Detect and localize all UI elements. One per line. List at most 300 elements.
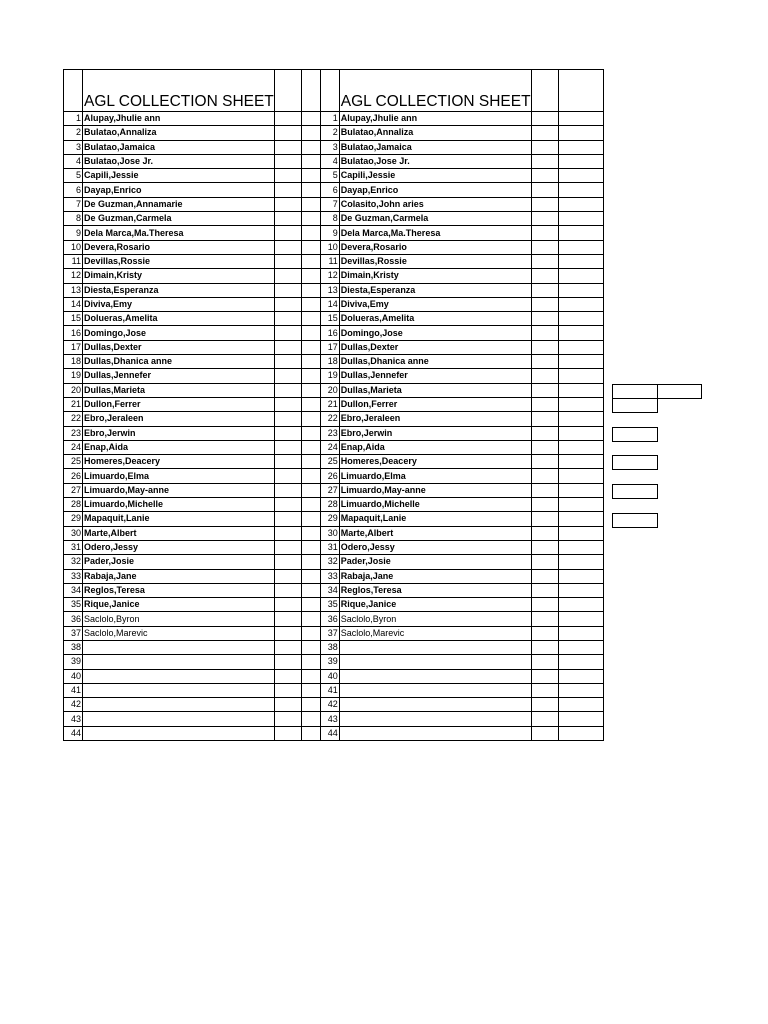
gap-cell[interactable] bbox=[301, 269, 320, 283]
header-num-cell-left[interactable] bbox=[64, 70, 83, 112]
row-number-right[interactable]: 19 bbox=[320, 369, 339, 383]
row-number-right[interactable]: 3 bbox=[320, 140, 339, 154]
member-name-left[interactable]: Dimain,Kristy bbox=[83, 269, 275, 283]
header-blank-cell-right-2[interactable] bbox=[558, 70, 603, 112]
row-number-left[interactable]: 37 bbox=[64, 626, 83, 640]
amount-cell-left[interactable] bbox=[274, 612, 301, 626]
amount-cell-right[interactable] bbox=[531, 397, 558, 411]
amount-cell-right[interactable] bbox=[531, 555, 558, 569]
extra-cell-right[interactable] bbox=[558, 183, 603, 197]
header-blank-cell-left[interactable] bbox=[274, 70, 301, 112]
member-name-right[interactable] bbox=[339, 655, 531, 669]
amount-cell-right[interactable] bbox=[531, 512, 558, 526]
extra-cell-right[interactable] bbox=[558, 312, 603, 326]
row-number-left[interactable]: 34 bbox=[64, 583, 83, 597]
gap-cell[interactable] bbox=[301, 226, 320, 240]
member-name-left[interactable]: Saclolo,Byron bbox=[83, 612, 275, 626]
extra-cell-right[interactable] bbox=[558, 426, 603, 440]
member-name-left[interactable] bbox=[83, 726, 275, 740]
amount-cell-left[interactable] bbox=[274, 712, 301, 726]
amount-cell-left[interactable] bbox=[274, 126, 301, 140]
header-gap-cell[interactable] bbox=[301, 70, 320, 112]
row-number-left[interactable]: 12 bbox=[64, 269, 83, 283]
member-name-right[interactable]: Dullon,Ferrer bbox=[339, 397, 531, 411]
member-name-left[interactable]: Rabaja,Jane bbox=[83, 569, 275, 583]
extra-cell-right[interactable] bbox=[558, 455, 603, 469]
gap-cell[interactable] bbox=[301, 583, 320, 597]
member-name-left[interactable]: Reglos,Teresa bbox=[83, 583, 275, 597]
extra-cell-right[interactable] bbox=[558, 469, 603, 483]
amount-cell-right[interactable] bbox=[531, 483, 558, 497]
amount-cell-left[interactable] bbox=[274, 112, 301, 126]
gap-cell[interactable] bbox=[301, 698, 320, 712]
amount-cell-left[interactable] bbox=[274, 655, 301, 669]
amount-cell-left[interactable] bbox=[274, 369, 301, 383]
amount-cell-right[interactable] bbox=[531, 612, 558, 626]
gap-cell[interactable] bbox=[301, 169, 320, 183]
row-number-right[interactable]: 8 bbox=[320, 212, 339, 226]
member-name-right[interactable]: Alupay,Jhulie ann bbox=[339, 112, 531, 126]
row-number-right[interactable]: 26 bbox=[320, 469, 339, 483]
amount-cell-right[interactable] bbox=[531, 412, 558, 426]
row-number-left[interactable]: 8 bbox=[64, 212, 83, 226]
row-number-left[interactable]: 36 bbox=[64, 612, 83, 626]
member-name-left[interactable]: Rique,Janice bbox=[83, 598, 275, 612]
amount-cell-left[interactable] bbox=[274, 640, 301, 654]
member-name-right[interactable]: Ebro,Jeraleen bbox=[339, 412, 531, 426]
row-number-left[interactable]: 9 bbox=[64, 226, 83, 240]
member-name-left[interactable]: Marte,Albert bbox=[83, 526, 275, 540]
amount-cell-left[interactable] bbox=[274, 355, 301, 369]
row-number-left[interactable]: 20 bbox=[64, 383, 83, 397]
side-cell[interactable] bbox=[612, 398, 658, 413]
row-number-right[interactable]: 33 bbox=[320, 569, 339, 583]
row-number-left[interactable]: 5 bbox=[64, 169, 83, 183]
gap-cell[interactable] bbox=[301, 440, 320, 454]
amount-cell-right[interactable] bbox=[531, 726, 558, 740]
row-number-right[interactable]: 18 bbox=[320, 355, 339, 369]
amount-cell-left[interactable] bbox=[274, 312, 301, 326]
amount-cell-right[interactable] bbox=[531, 426, 558, 440]
extra-cell-right[interactable] bbox=[558, 397, 603, 411]
gap-cell[interactable] bbox=[301, 254, 320, 268]
row-number-right[interactable]: 20 bbox=[320, 383, 339, 397]
member-name-right[interactable] bbox=[339, 712, 531, 726]
member-name-right[interactable]: Saclolo,Byron bbox=[339, 612, 531, 626]
gap-cell[interactable] bbox=[301, 340, 320, 354]
member-name-left[interactable]: Devillas,Rossie bbox=[83, 254, 275, 268]
row-number-right[interactable]: 16 bbox=[320, 326, 339, 340]
row-number-left[interactable]: 14 bbox=[64, 297, 83, 311]
member-name-left[interactable]: Diesta,Esperanza bbox=[83, 283, 275, 297]
row-number-left[interactable]: 24 bbox=[64, 440, 83, 454]
amount-cell-left[interactable] bbox=[274, 698, 301, 712]
gap-cell[interactable] bbox=[301, 540, 320, 554]
row-number-right[interactable]: 2 bbox=[320, 126, 339, 140]
amount-cell-right[interactable] bbox=[531, 112, 558, 126]
member-name-right[interactable]: Limuardo,Elma bbox=[339, 469, 531, 483]
gap-cell[interactable] bbox=[301, 312, 320, 326]
header-title-cell-left[interactable] bbox=[83, 70, 275, 112]
extra-cell-right[interactable] bbox=[558, 140, 603, 154]
member-name-left[interactable]: Dolueras,Amelita bbox=[83, 312, 275, 326]
amount-cell-right[interactable] bbox=[531, 283, 558, 297]
amount-cell-right[interactable] bbox=[531, 312, 558, 326]
amount-cell-right[interactable] bbox=[531, 583, 558, 597]
member-name-left[interactable]: Homeres,Deacery bbox=[83, 455, 275, 469]
row-number-right[interactable]: 29 bbox=[320, 512, 339, 526]
gap-cell[interactable] bbox=[301, 512, 320, 526]
row-number-right[interactable]: 43 bbox=[320, 712, 339, 726]
amount-cell-right[interactable] bbox=[531, 440, 558, 454]
row-number-right[interactable]: 36 bbox=[320, 612, 339, 626]
amount-cell-right[interactable] bbox=[531, 598, 558, 612]
extra-cell-right[interactable] bbox=[558, 126, 603, 140]
member-name-right[interactable]: Marte,Albert bbox=[339, 526, 531, 540]
amount-cell-left[interactable] bbox=[274, 569, 301, 583]
row-number-right[interactable]: 37 bbox=[320, 626, 339, 640]
row-number-right[interactable]: 1 bbox=[320, 112, 339, 126]
member-name-right[interactable]: Enap,Aida bbox=[339, 440, 531, 454]
row-number-left[interactable]: 30 bbox=[64, 526, 83, 540]
member-name-left[interactable]: Enap,Aida bbox=[83, 440, 275, 454]
extra-cell-right[interactable] bbox=[558, 440, 603, 454]
member-name-right[interactable]: Colasito,John aries bbox=[339, 197, 531, 211]
member-name-right[interactable]: Devera,Rosario bbox=[339, 240, 531, 254]
extra-cell-right[interactable] bbox=[558, 512, 603, 526]
member-name-right[interactable] bbox=[339, 640, 531, 654]
amount-cell-right[interactable] bbox=[531, 669, 558, 683]
member-name-left[interactable]: Ebro,Jeraleen bbox=[83, 412, 275, 426]
gap-cell[interactable] bbox=[301, 683, 320, 697]
member-name-left[interactable]: Dullas,Dexter bbox=[83, 340, 275, 354]
side-cell[interactable] bbox=[612, 455, 658, 470]
side-cell[interactable] bbox=[612, 484, 658, 499]
member-name-right[interactable]: Mapaquit,Lanie bbox=[339, 512, 531, 526]
gap-cell[interactable] bbox=[301, 455, 320, 469]
member-name-left[interactable] bbox=[83, 698, 275, 712]
amount-cell-left[interactable] bbox=[274, 197, 301, 211]
row-number-right[interactable]: 30 bbox=[320, 526, 339, 540]
header-num-cell-right[interactable] bbox=[320, 70, 339, 112]
amount-cell-left[interactable] bbox=[274, 254, 301, 268]
row-number-right[interactable]: 6 bbox=[320, 183, 339, 197]
gap-cell[interactable] bbox=[301, 355, 320, 369]
member-name-left[interactable]: Dayap,Enrico bbox=[83, 183, 275, 197]
amount-cell-right[interactable] bbox=[531, 126, 558, 140]
extra-cell-right[interactable] bbox=[558, 498, 603, 512]
extra-cell-right[interactable] bbox=[558, 369, 603, 383]
member-name-right[interactable]: Pader,Josie bbox=[339, 555, 531, 569]
row-number-right[interactable]: 11 bbox=[320, 254, 339, 268]
member-name-left[interactable] bbox=[83, 640, 275, 654]
gap-cell[interactable] bbox=[301, 240, 320, 254]
amount-cell-left[interactable] bbox=[274, 226, 301, 240]
extra-cell-right[interactable] bbox=[558, 712, 603, 726]
row-number-right[interactable]: 39 bbox=[320, 655, 339, 669]
row-number-left[interactable]: 23 bbox=[64, 426, 83, 440]
row-number-left[interactable]: 15 bbox=[64, 312, 83, 326]
row-number-left[interactable]: 11 bbox=[64, 254, 83, 268]
member-name-right[interactable]: Dullas,Marieta bbox=[339, 383, 531, 397]
gap-cell[interactable] bbox=[301, 197, 320, 211]
row-number-left[interactable]: 3 bbox=[64, 140, 83, 154]
gap-cell[interactable] bbox=[301, 383, 320, 397]
row-number-left[interactable]: 31 bbox=[64, 540, 83, 554]
amount-cell-right[interactable] bbox=[531, 169, 558, 183]
member-name-left[interactable]: Capili,Jessie bbox=[83, 169, 275, 183]
gap-cell[interactable] bbox=[301, 640, 320, 654]
amount-cell-left[interactable] bbox=[274, 212, 301, 226]
row-number-left[interactable]: 10 bbox=[64, 240, 83, 254]
gap-cell[interactable] bbox=[301, 140, 320, 154]
row-number-right[interactable]: 17 bbox=[320, 340, 339, 354]
member-name-right[interactable]: Capili,Jessie bbox=[339, 169, 531, 183]
gap-cell[interactable] bbox=[301, 412, 320, 426]
extra-cell-right[interactable] bbox=[558, 383, 603, 397]
extra-cell-right[interactable] bbox=[558, 240, 603, 254]
member-name-right[interactable]: Bulatao,Jamaica bbox=[339, 140, 531, 154]
amount-cell-left[interactable] bbox=[274, 269, 301, 283]
member-name-right[interactable] bbox=[339, 669, 531, 683]
row-number-left[interactable]: 25 bbox=[64, 455, 83, 469]
extra-cell-right[interactable] bbox=[558, 226, 603, 240]
gap-cell[interactable] bbox=[301, 183, 320, 197]
extra-cell-right[interactable] bbox=[558, 112, 603, 126]
extra-cell-right[interactable] bbox=[558, 655, 603, 669]
member-name-right[interactable]: Rique,Janice bbox=[339, 598, 531, 612]
amount-cell-left[interactable] bbox=[274, 412, 301, 426]
amount-cell-left[interactable] bbox=[274, 183, 301, 197]
row-number-left[interactable]: 21 bbox=[64, 397, 83, 411]
member-name-right[interactable]: Ebro,Jerwin bbox=[339, 426, 531, 440]
row-number-right[interactable]: 22 bbox=[320, 412, 339, 426]
amount-cell-left[interactable] bbox=[274, 512, 301, 526]
member-name-left[interactable] bbox=[83, 669, 275, 683]
amount-cell-left[interactable] bbox=[274, 626, 301, 640]
gap-cell[interactable] bbox=[301, 555, 320, 569]
row-number-left[interactable]: 1 bbox=[64, 112, 83, 126]
row-number-left[interactable]: 4 bbox=[64, 154, 83, 168]
gap-cell[interactable] bbox=[301, 612, 320, 626]
member-name-left[interactable]: Bulatao,Jamaica bbox=[83, 140, 275, 154]
side-cell[interactable] bbox=[612, 513, 658, 528]
gap-cell[interactable] bbox=[301, 483, 320, 497]
member-name-left[interactable] bbox=[83, 712, 275, 726]
extra-cell-right[interactable] bbox=[558, 254, 603, 268]
row-number-left[interactable]: 16 bbox=[64, 326, 83, 340]
amount-cell-right[interactable] bbox=[531, 712, 558, 726]
extra-cell-right[interactable] bbox=[558, 583, 603, 597]
extra-cell-right[interactable] bbox=[558, 355, 603, 369]
member-name-right[interactable]: Limuardo,May-anne bbox=[339, 483, 531, 497]
extra-cell-right[interactable] bbox=[558, 698, 603, 712]
gap-cell[interactable] bbox=[301, 297, 320, 311]
amount-cell-left[interactable] bbox=[274, 455, 301, 469]
member-name-right[interactable]: Dolueras,Amelita bbox=[339, 312, 531, 326]
row-number-right[interactable]: 35 bbox=[320, 598, 339, 612]
member-name-left[interactable]: Ebro,Jerwin bbox=[83, 426, 275, 440]
row-number-right[interactable]: 24 bbox=[320, 440, 339, 454]
gap-cell[interactable] bbox=[301, 212, 320, 226]
member-name-left[interactable]: Bulatao,Annaliza bbox=[83, 126, 275, 140]
extra-cell-right[interactable] bbox=[558, 669, 603, 683]
amount-cell-left[interactable] bbox=[274, 169, 301, 183]
member-name-left[interactable]: De Guzman,Carmela bbox=[83, 212, 275, 226]
amount-cell-right[interactable] bbox=[531, 254, 558, 268]
row-number-left[interactable]: 27 bbox=[64, 483, 83, 497]
amount-cell-left[interactable] bbox=[274, 283, 301, 297]
member-name-left[interactable]: De Guzman,Annamarie bbox=[83, 197, 275, 211]
member-name-right[interactable]: Rabaja,Jane bbox=[339, 569, 531, 583]
amount-cell-right[interactable] bbox=[531, 655, 558, 669]
row-number-left[interactable]: 39 bbox=[64, 655, 83, 669]
row-number-right[interactable]: 21 bbox=[320, 397, 339, 411]
amount-cell-right[interactable] bbox=[531, 154, 558, 168]
row-number-right[interactable]: 10 bbox=[320, 240, 339, 254]
row-number-left[interactable]: 40 bbox=[64, 669, 83, 683]
amount-cell-right[interactable] bbox=[531, 383, 558, 397]
member-name-left[interactable]: Mapaquit,Lanie bbox=[83, 512, 275, 526]
row-number-left[interactable]: 32 bbox=[64, 555, 83, 569]
side-cell[interactable] bbox=[657, 384, 702, 399]
gap-cell[interactable] bbox=[301, 655, 320, 669]
row-number-right[interactable]: 15 bbox=[320, 312, 339, 326]
extra-cell-right[interactable] bbox=[558, 197, 603, 211]
member-name-left[interactable] bbox=[83, 655, 275, 669]
row-number-left[interactable]: 19 bbox=[64, 369, 83, 383]
member-name-right[interactable]: Dimain,Kristy bbox=[339, 269, 531, 283]
extra-cell-right[interactable] bbox=[558, 326, 603, 340]
extra-cell-right[interactable] bbox=[558, 340, 603, 354]
member-name-left[interactable]: Domingo,Jose bbox=[83, 326, 275, 340]
amount-cell-right[interactable] bbox=[531, 197, 558, 211]
amount-cell-right[interactable] bbox=[531, 140, 558, 154]
member-name-left[interactable]: Dullon,Ferrer bbox=[83, 397, 275, 411]
member-name-right[interactable]: De Guzman,Carmela bbox=[339, 212, 531, 226]
row-number-right[interactable]: 7 bbox=[320, 197, 339, 211]
row-number-right[interactable]: 42 bbox=[320, 698, 339, 712]
row-number-right[interactable]: 13 bbox=[320, 283, 339, 297]
member-name-right[interactable] bbox=[339, 726, 531, 740]
gap-cell[interactable] bbox=[301, 369, 320, 383]
gap-cell[interactable] bbox=[301, 126, 320, 140]
member-name-right[interactable]: Devillas,Rossie bbox=[339, 254, 531, 268]
row-number-right[interactable]: 5 bbox=[320, 169, 339, 183]
amount-cell-left[interactable] bbox=[274, 297, 301, 311]
row-number-left[interactable]: 42 bbox=[64, 698, 83, 712]
extra-cell-right[interactable] bbox=[558, 612, 603, 626]
row-number-right[interactable]: 23 bbox=[320, 426, 339, 440]
amount-cell-left[interactable] bbox=[274, 383, 301, 397]
amount-cell-left[interactable] bbox=[274, 397, 301, 411]
row-number-right[interactable]: 4 bbox=[320, 154, 339, 168]
amount-cell-left[interactable] bbox=[274, 240, 301, 254]
amount-cell-right[interactable] bbox=[531, 355, 558, 369]
row-number-left[interactable]: 44 bbox=[64, 726, 83, 740]
row-number-left[interactable]: 29 bbox=[64, 512, 83, 526]
row-number-right[interactable]: 12 bbox=[320, 269, 339, 283]
row-number-right[interactable]: 34 bbox=[320, 583, 339, 597]
extra-cell-right[interactable] bbox=[558, 683, 603, 697]
member-name-right[interactable] bbox=[339, 683, 531, 697]
amount-cell-right[interactable] bbox=[531, 226, 558, 240]
row-number-right[interactable]: 32 bbox=[320, 555, 339, 569]
amount-cell-left[interactable] bbox=[274, 669, 301, 683]
row-number-left[interactable]: 28 bbox=[64, 498, 83, 512]
member-name-left[interactable]: Dullas,Marieta bbox=[83, 383, 275, 397]
row-number-left[interactable]: 7 bbox=[64, 197, 83, 211]
amount-cell-right[interactable] bbox=[531, 526, 558, 540]
extra-cell-right[interactable] bbox=[558, 540, 603, 554]
member-name-left[interactable]: Limuardo,Michelle bbox=[83, 498, 275, 512]
extra-cell-right[interactable] bbox=[558, 598, 603, 612]
amount-cell-right[interactable] bbox=[531, 340, 558, 354]
extra-cell-right[interactable] bbox=[558, 212, 603, 226]
amount-cell-right[interactable] bbox=[531, 455, 558, 469]
row-number-left[interactable]: 17 bbox=[64, 340, 83, 354]
member-name-right[interactable]: Odero,Jessy bbox=[339, 540, 531, 554]
row-number-right[interactable]: 14 bbox=[320, 297, 339, 311]
amount-cell-left[interactable] bbox=[274, 483, 301, 497]
member-name-right[interactable]: Diviva,Emy bbox=[339, 297, 531, 311]
amount-cell-left[interactable] bbox=[274, 154, 301, 168]
member-name-right[interactable]: Dela Marca,Ma.Theresa bbox=[339, 226, 531, 240]
amount-cell-right[interactable] bbox=[531, 469, 558, 483]
member-name-right[interactable]: Limuardo,Michelle bbox=[339, 498, 531, 512]
member-name-left[interactable]: Alupay,Jhulie ann bbox=[83, 112, 275, 126]
member-name-left[interactable]: Odero,Jessy bbox=[83, 540, 275, 554]
row-number-right[interactable]: 44 bbox=[320, 726, 339, 740]
amount-cell-right[interactable] bbox=[531, 498, 558, 512]
row-number-left[interactable]: 13 bbox=[64, 283, 83, 297]
header-title-cell-right[interactable] bbox=[339, 70, 531, 112]
amount-cell-right[interactable] bbox=[531, 640, 558, 654]
extra-cell-right[interactable] bbox=[558, 154, 603, 168]
gap-cell[interactable] bbox=[301, 726, 320, 740]
extra-cell-right[interactable] bbox=[558, 169, 603, 183]
row-number-right[interactable]: 25 bbox=[320, 455, 339, 469]
member-name-left[interactable]: Dullas,Dhanica anne bbox=[83, 355, 275, 369]
member-name-right[interactable]: Domingo,Jose bbox=[339, 326, 531, 340]
row-number-left[interactable]: 2 bbox=[64, 126, 83, 140]
amount-cell-right[interactable] bbox=[531, 326, 558, 340]
row-number-left[interactable]: 26 bbox=[64, 469, 83, 483]
extra-cell-right[interactable] bbox=[558, 269, 603, 283]
row-number-left[interactable]: 22 bbox=[64, 412, 83, 426]
row-number-left[interactable]: 35 bbox=[64, 598, 83, 612]
row-number-right[interactable]: 28 bbox=[320, 498, 339, 512]
gap-cell[interactable] bbox=[301, 112, 320, 126]
row-number-right[interactable]: 9 bbox=[320, 226, 339, 240]
row-number-left[interactable]: 18 bbox=[64, 355, 83, 369]
amount-cell-left[interactable] bbox=[274, 498, 301, 512]
row-number-right[interactable]: 31 bbox=[320, 540, 339, 554]
gap-cell[interactable] bbox=[301, 397, 320, 411]
amount-cell-right[interactable] bbox=[531, 683, 558, 697]
member-name-left[interactable]: Devera,Rosario bbox=[83, 240, 275, 254]
member-name-right[interactable]: Bulatao,Annaliza bbox=[339, 126, 531, 140]
amount-cell-right[interactable] bbox=[531, 626, 558, 640]
amount-cell-left[interactable] bbox=[274, 583, 301, 597]
extra-cell-right[interactable] bbox=[558, 726, 603, 740]
side-cell[interactable] bbox=[612, 384, 658, 399]
member-name-right[interactable]: Bulatao,Jose Jr. bbox=[339, 154, 531, 168]
member-name-left[interactable]: Bulatao,Jose Jr. bbox=[83, 154, 275, 168]
amount-cell-right[interactable] bbox=[531, 569, 558, 583]
row-number-right[interactable]: 41 bbox=[320, 683, 339, 697]
member-name-right[interactable]: Dullas,Dexter bbox=[339, 340, 531, 354]
